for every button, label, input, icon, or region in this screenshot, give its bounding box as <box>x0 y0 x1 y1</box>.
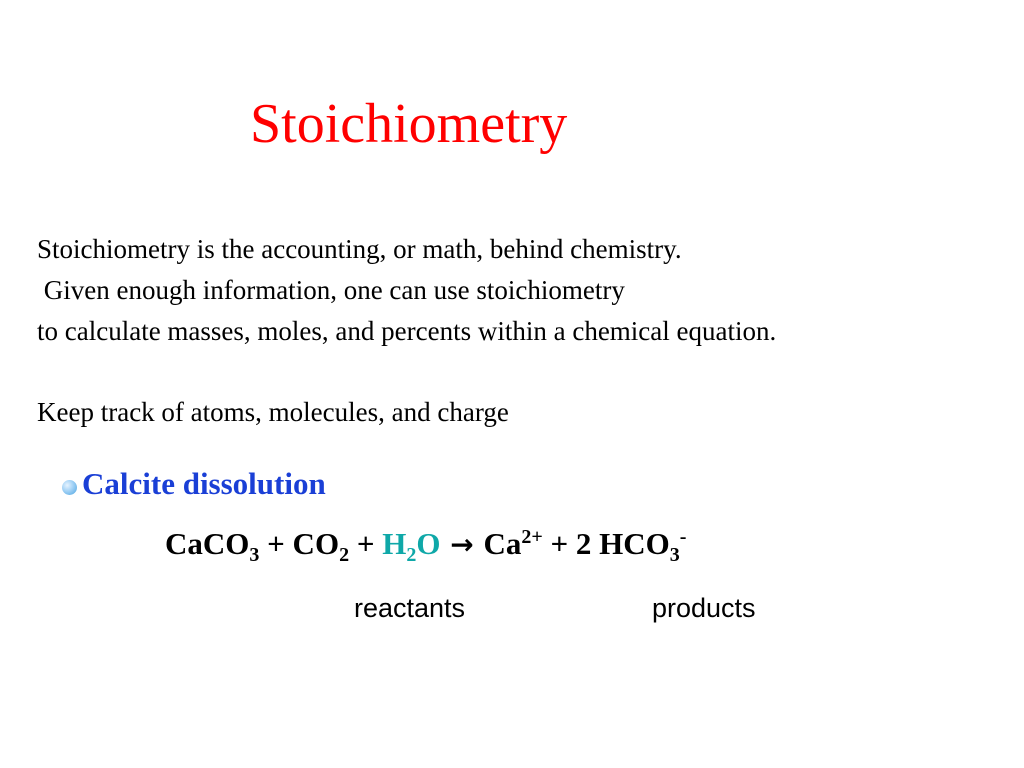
equation-plus-co: + CO <box>259 526 340 561</box>
equation-ca: Ca <box>483 526 522 561</box>
equation-plus: + <box>349 526 383 561</box>
equation-plus-hco: + 2 HCO <box>542 526 670 561</box>
bullet-dot-icon <box>62 480 77 495</box>
products-label: products <box>652 593 756 623</box>
equation-water-o: O <box>416 526 441 561</box>
paragraph-calculate: to calculate masses, moles, and percents within a chemical equation. <box>37 316 777 346</box>
equation-co-subscript: 2 <box>339 544 350 566</box>
equation-water-h: H <box>382 526 407 561</box>
chemical-equation <box>165 522 686 567</box>
paragraph-keep-track: Keep track of atoms, molecules, and charge <box>37 397 509 427</box>
equation-caco-subscript: 3 <box>249 544 260 566</box>
equation-water-subscript: 2 <box>406 544 417 566</box>
bullet-calcite-dissolution <box>62 464 326 504</box>
equation-hco-charge: - <box>679 526 687 548</box>
equation-water <box>382 526 441 566</box>
paragraph-definition: Stoichiometry is the accounting, or math, behind chemistry. <box>37 234 682 264</box>
bullet-label: Calcite dissolution <box>82 466 326 501</box>
slide-title: Stoichiometry <box>250 93 568 155</box>
equation-hco-subscript: 3 <box>669 544 680 566</box>
reactants-label: reactants <box>354 593 466 623</box>
equation-ca-charge: 2+ <box>521 526 543 548</box>
equation-caco: CaCO <box>165 526 250 561</box>
reaction-arrow-icon: → <box>440 528 484 561</box>
paragraph-given-information: Given enough information, one can use stoichiometry <box>37 275 625 305</box>
